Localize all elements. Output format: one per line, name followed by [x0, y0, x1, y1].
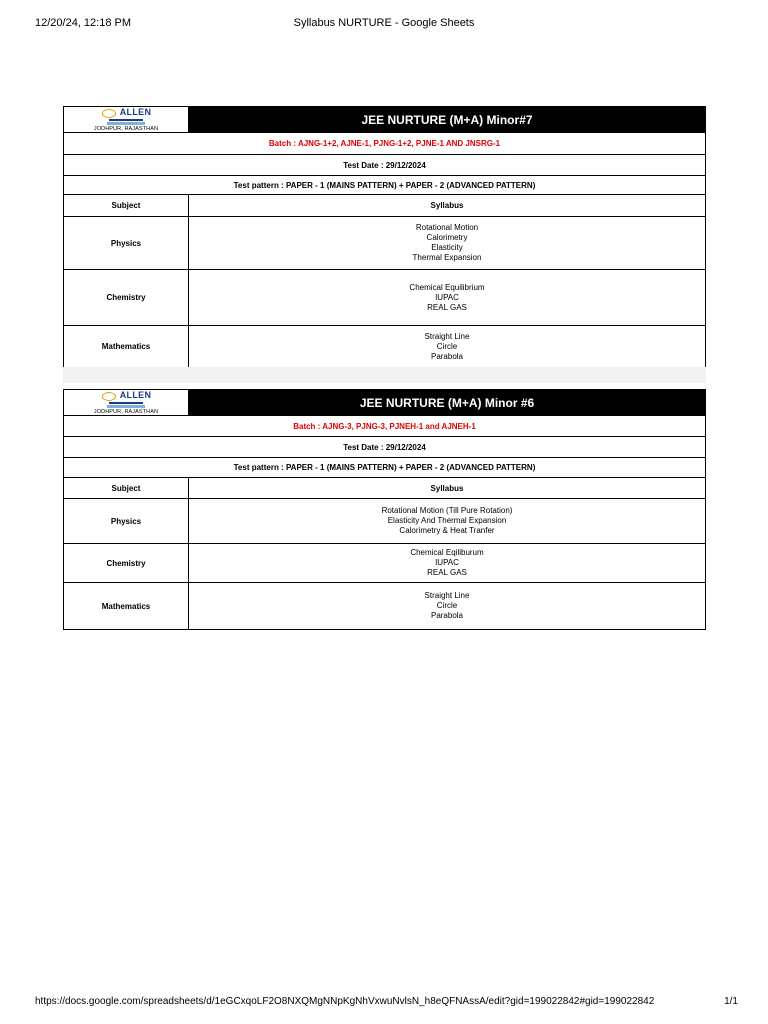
batch-row	[64, 133, 706, 155]
table-row	[64, 270, 706, 326]
column-header-row	[64, 195, 706, 217]
syllabus-topic: Elasticity	[431, 243, 463, 252]
syllabus-topic: Elasticity And Thermal Expansion	[387, 516, 507, 525]
column-header-row	[64, 478, 706, 499]
syllabus-topic: Chemical Eqiliburum	[410, 548, 484, 557]
test-pattern: Test pattern : PAPER - 1 (MAINS PATTERN) + PAPER - 2 (ADVANCED PATTERN)	[64, 458, 706, 478]
syllabus-cell	[189, 217, 706, 270]
allen-logo	[64, 390, 188, 415]
subject-cell: Physics	[64, 217, 189, 270]
test-pattern-row	[64, 176, 706, 195]
syllabus-topic: Rotational Motion	[415, 223, 479, 232]
batch-text: Batch : AJNG-3, PJNG-3, PJNEH-1 and AJNEH-1	[64, 416, 706, 437]
syllabus-topic: REAL GAS	[427, 568, 467, 577]
column-header-syllabus: Syllabus	[189, 195, 706, 217]
print-document-title: Syllabus NURTURE - Google Sheets	[293, 17, 475, 29]
syllabus-topic: Calorimetry	[426, 233, 468, 242]
subject-cell: Mathematics	[64, 583, 189, 630]
logo-caption: JODHPUR, RAJASTHAN	[93, 126, 159, 132]
logo-caption: JODHPUR, RAJASTHAN	[93, 409, 159, 415]
logo-brand: ALLEN	[119, 390, 152, 400]
syllabus-cell	[189, 326, 706, 368]
test-pattern: Test pattern : PAPER - 1 (MAINS PATTERN) + PAPER - 2 (ADVANCED PATTERN)	[64, 176, 706, 195]
syllabus-topic: Chemical Equilibrium	[409, 282, 485, 292]
table-header-row	[64, 107, 706, 133]
allen-logo-icon	[101, 107, 117, 118]
syllabus-cell	[189, 544, 706, 583]
table-row	[64, 326, 706, 368]
syllabus-cell	[189, 583, 706, 630]
syllabus-topic: Circle	[436, 341, 458, 351]
syllabus-table-minor-7	[63, 106, 706, 368]
logo-cell	[64, 107, 189, 133]
batch-row	[64, 416, 706, 437]
test-date-row	[64, 437, 706, 458]
batch-text: Batch : AJNG-1+2, AJNE-1, PJNG-1+2, PJNE-1 AND JNSRG-1	[64, 133, 706, 155]
test-pattern-row	[64, 458, 706, 478]
column-header-syllabus: Syllabus	[189, 478, 706, 499]
subject-cell: Chemistry	[64, 544, 189, 583]
syllabus-topic: Thermal Expansion	[412, 253, 482, 262]
syllabus-topic: Parabola	[430, 611, 464, 620]
print-datetime: 12/20/24, 12:18 PM	[35, 17, 132, 29]
allen-logo	[64, 107, 188, 132]
column-header-subject: Subject	[64, 478, 189, 499]
test-date: Test Date : 29/12/2024	[64, 437, 706, 458]
column-header-subject: Subject	[64, 195, 189, 217]
test-date: Test Date : 29/12/2024	[64, 155, 706, 176]
allen-logo-icon	[101, 390, 117, 401]
table-title: JEE NURTURE (M+A) Minor #6	[189, 390, 706, 416]
syllabus-topic: Straight Line	[424, 591, 470, 600]
subject-cell: Physics	[64, 499, 189, 544]
syllabus-topic: Calorimetry & Heat Tranfer	[399, 526, 495, 535]
table-row	[64, 499, 706, 544]
syllabus-topic: IUPAC	[435, 558, 459, 567]
test-date-row	[64, 155, 706, 176]
print-url: https://docs.google.com/spreadsheets/d/1eGCxqoLF2O8NXQMgNNpKgNhVxwuNvlsN_h8eQFNAssA/edit?gid=199022842#gid=199022842	[35, 996, 655, 1007]
table-row	[64, 583, 706, 630]
table-title: JEE NURTURE (M+A) Minor#7	[189, 107, 706, 133]
syllabus-topic: Straight Line	[424, 331, 470, 341]
print-page-number: 1/1	[724, 996, 738, 1007]
syllabus-table-minor-6	[63, 389, 706, 630]
syllabus-topic: Circle	[436, 601, 458, 610]
syllabus-topic: Parabola	[430, 351, 464, 361]
syllabus-topic: IUPAC	[435, 292, 459, 302]
table-header-row	[64, 390, 706, 416]
table-row	[64, 217, 706, 270]
sheet-gap	[63, 367, 706, 383]
syllabus-cell	[189, 270, 706, 326]
logo-brand: ALLEN	[119, 107, 152, 117]
syllabus-cell	[189, 499, 706, 544]
subject-cell: Mathematics	[64, 326, 189, 368]
subject-cell: Chemistry	[64, 270, 189, 326]
logo-cell	[64, 390, 189, 416]
table-row	[64, 544, 706, 583]
syllabus-topic: REAL GAS	[427, 302, 467, 312]
syllabus-topic: Rotational Motion (Till Pure Rotation)	[381, 506, 513, 515]
